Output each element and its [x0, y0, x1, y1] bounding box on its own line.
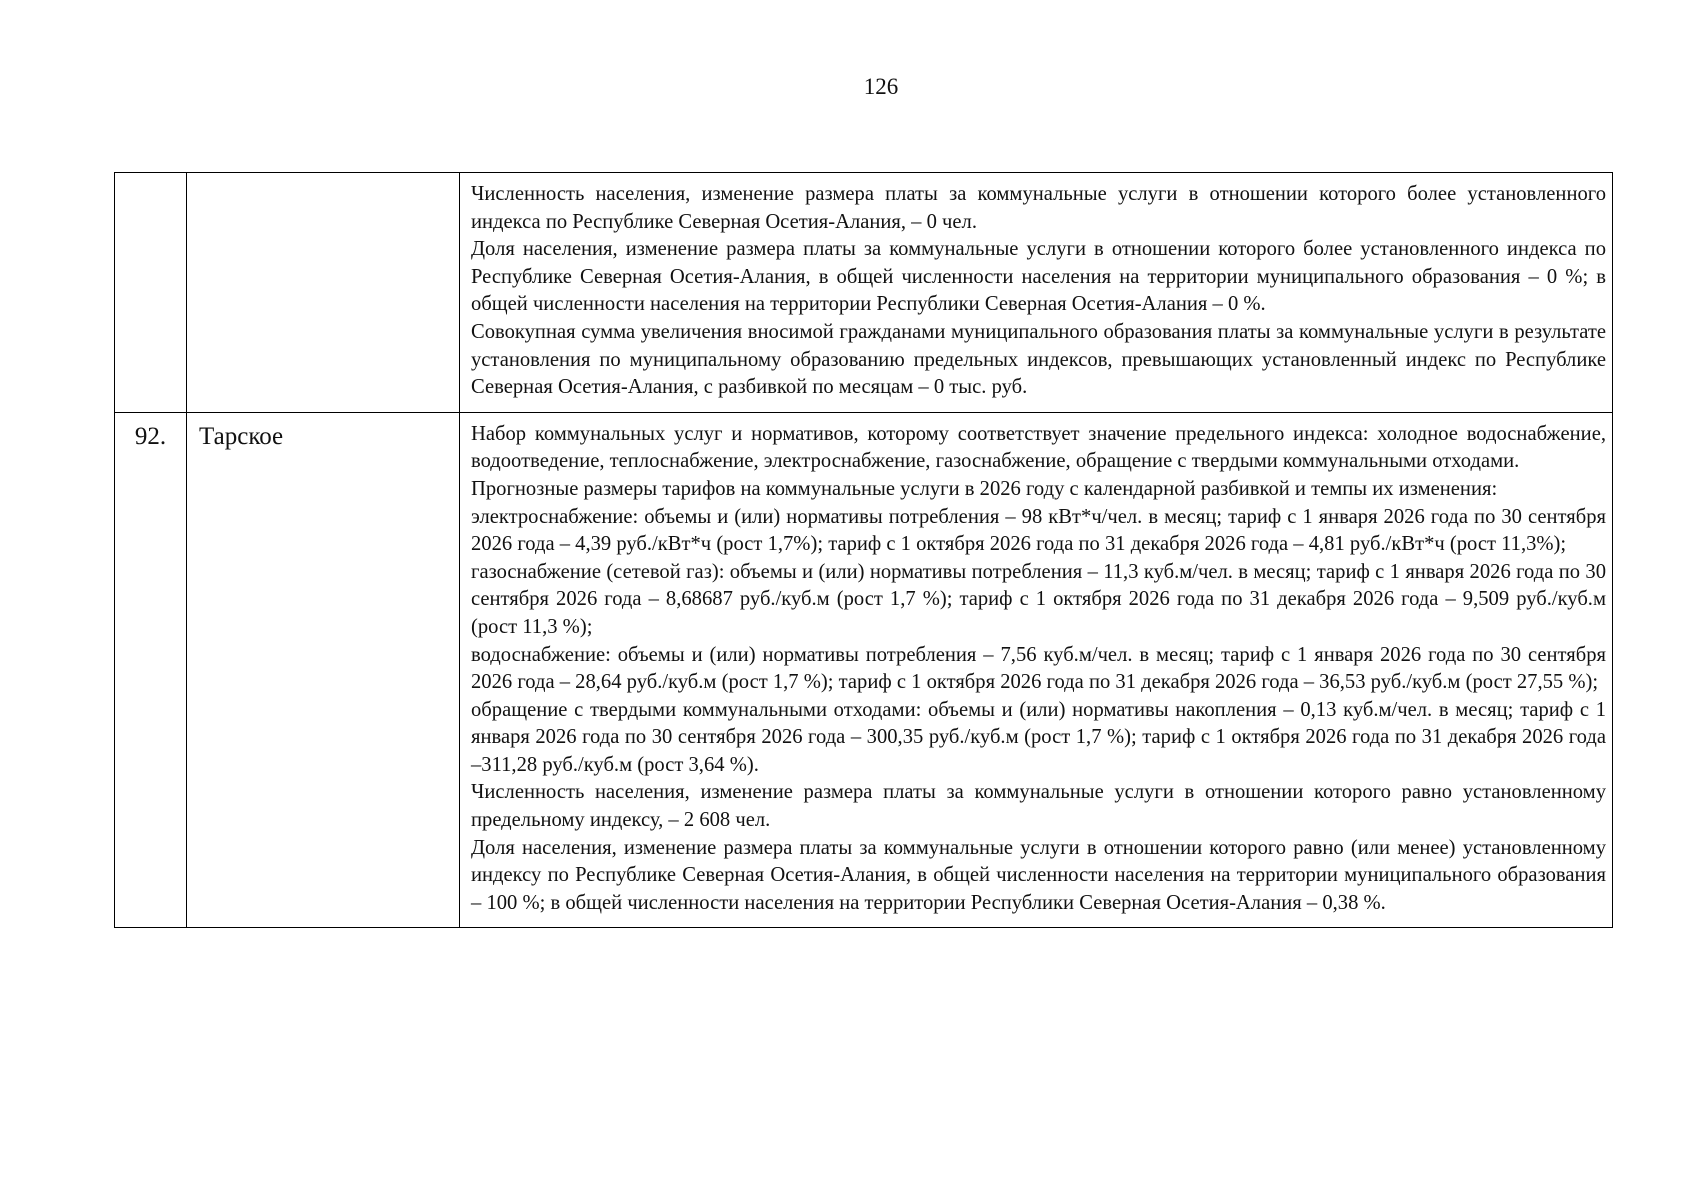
- municipality-name-cell: Тарское: [187, 412, 460, 928]
- paragraph: Численность населения, изменение размера платы за коммунальные услуги в отношении которого равно установленному предельному индексу, – 2 608 чел.: [471, 781, 1606, 832]
- paragraph: Прогнозные размеры тарифов на коммунальные услуги в 2026 году с календарной разбивкой и темпы их изменения:: [471, 477, 1498, 500]
- paragraph: Доля населения, изменение размера платы за коммунальные услуги в отношении которого более установленного индекса по Республике Северная Осетия-Алания, в общей численности населения на территории муниципального образования – 0 %; в общей численности населения на территории Республики Северная Осетия-Алания – 0 %.: [471, 238, 1606, 316]
- page-number: 126: [863, 74, 899, 99]
- table-row: [115, 412, 1613, 928]
- paragraph: электроснабжение: объемы и (или) нормативы потребления – 98 кВт*ч/чел. в месяц; тариф с 1 января 2026 года по 30 сентября 2026 года – 4,39 руб./кВт*ч (рост 1,7%); тариф с 1 октября 2026 года по 31 декабря 2026 года – 4,81 руб./кВт*ч (рост 11,3%);: [471, 505, 1606, 556]
- paragraph: Совокупная сумма увеличения вносимой гражданами муниципального образования платы за коммунальные услуги в результате установления по муниципальному образованию предельных индексов, превышающих установленный индекс по Республике Северная Осетия-Алания, с разбивкой по месяцам – 0 тыс. руб.: [471, 320, 1606, 399]
- paragraph: Доля населения, изменение размера платы за коммунальные услуги в отношении которого равно (или менее) установленному индексу по Республике Северная Осетия-Алания, в общей численности населения на территории муниципального образования – 100 %; в общей численности населения на территории Республики Северная Осетия-Алания – 0,38 %.: [471, 836, 1606, 914]
- row-number-cell: [115, 173, 187, 413]
- description-cell: [460, 412, 1613, 928]
- paragraph: газоснабжение (сетевой газ): объемы и (или) нормативы потребления – 11,3 куб.м/чел. в месяц; тариф с 1 января 2026 года по 30 сентября 2026 года – 8,68687 руб./куб.м (рост 1,7 %); тариф с 1 октября 2026 года по 31 декабря 2026 года – 9,509 руб./куб.м (рост 11,3 %);: [471, 560, 1606, 638]
- paragraph: водоснабжение: объемы и (или) нормативы потребления – 7,56 куб.м/чел. в месяц; тариф с 1 января 2026 года по 30 сентября 2026 года – 28,64 руб./куб.м (рост 1,7 %); тариф с 1 октября 2026 года по 31 декабря 2026 года – 36,53 руб./куб.м (рост 27,55 %);: [471, 643, 1606, 694]
- paragraph: Численность населения, изменение размера платы за коммунальные услуги в отношении которого более установленного индекса по Республике Северная Осетия-Алания, – 0 чел.: [471, 183, 1606, 233]
- municipality-name-cell: [187, 173, 460, 413]
- description-cell: [460, 173, 1613, 413]
- paragraph: Набор коммунальных услуг и нормативов, которому соответствует значение предельного индекса: холодное водоснабжение, водоотведение, теплоснабжение, электроснабжение, газоснабжение, обращение с твердыми коммунальными отходами.: [471, 422, 1606, 473]
- paragraph: обращение с твердыми коммунальными отходами: объемы и (или) нормативы накопления – 0,13 куб.м/чел. в месяц; тариф с 1 января 2026 года по 30 сентября 2026 года – 300,35 руб./куб.м (рост 1,7 %); тариф с 1 октября 2026 года по 31 декабря 2026 года –311,28 руб./куб.м (рост 3,64 %).: [471, 698, 1606, 776]
- table-row: [115, 173, 1613, 413]
- municipalities-table: [114, 172, 1613, 928]
- row-number-cell: 92.: [115, 412, 187, 928]
